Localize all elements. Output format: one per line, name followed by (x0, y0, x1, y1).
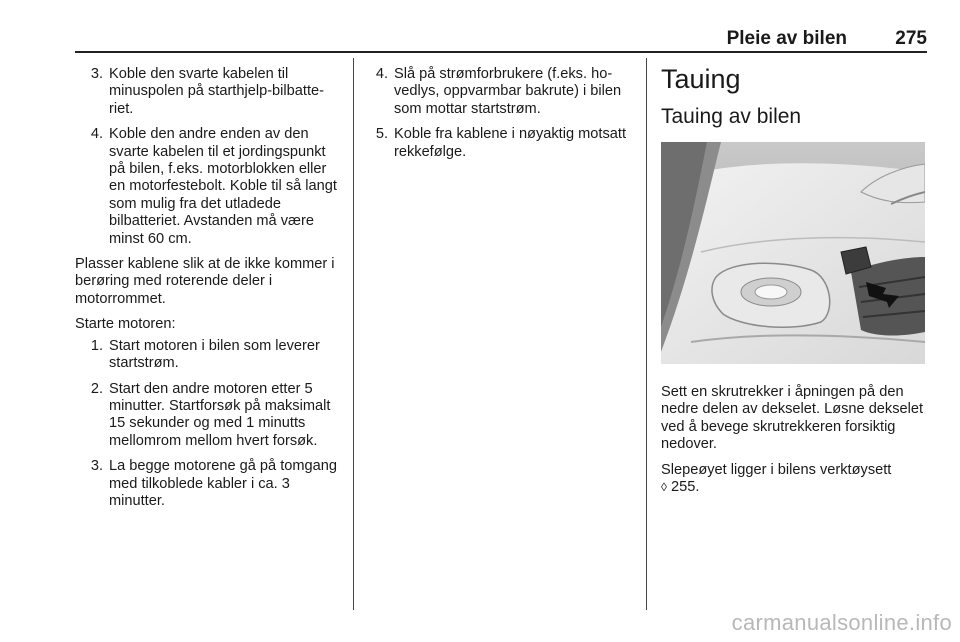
list-item: 5. Koble fra kablene i nøyaktig motsatt rekkefølge. (375, 126, 626, 160)
list-item: 2. Start den andre motoren etter 5 minutter. Startforsøk på maksimalt 15 sekunder og med 1 minutts mellomrom mellom hvert forsøk. (90, 380, 331, 449)
list-item: 3. La begge motorene gå på tomgang med tilkoblede kabler i ca. 3 minutter. (90, 458, 337, 509)
list-item: 3. Koble den svarte kabelen til minuspolen på starthjelp-bilbatteriet. (90, 66, 324, 117)
steps-list-b (75, 338, 341, 511)
header-rule (75, 51, 927, 53)
column-divider-2 (646, 58, 647, 610)
list-item: 4. Koble den andre enden av den svarte kabelen til et jordingspunkt på bilen, f.eks. motorblokken eller en motorfestebolt. Koble til så langt som mulig fra det utladede bilbatteriet. Avstanden må være minst 60 cm. (90, 126, 337, 247)
header-title: Pleie av bilen (726, 28, 847, 49)
steps-list-c (370, 66, 632, 161)
list-item: 1. Start motoren i bilen som leverer startstrøm. (90, 337, 320, 372)
paragraph: Slepeøyet ligger i bilens verktøysett ◊ 255. (661, 461, 892, 496)
paragraph: Plasser kablene slik at de ikke kommer i berøring med roterende deler i motorrommet. (75, 256, 335, 307)
list-item: 4. Slå på strømforbrukere (f.eks. hovedlys, oppvarmbar bakrute) i bilen som mottar startstrøm. (375, 66, 622, 117)
column-1 (75, 66, 341, 518)
page-header (75, 24, 927, 52)
column-3 (661, 64, 927, 504)
subsection-heading: Tauing av bilen (661, 105, 802, 128)
column-divider-1 (353, 58, 354, 610)
page-reference[interactable]: 255. (671, 479, 700, 496)
watermark: carmanualsonline.info (731, 610, 952, 635)
section-heading: Tauing (661, 64, 741, 94)
steps-list-a (75, 66, 341, 248)
paragraph: Sett en skrutrekker i åpningen på den nedre delen av dekselet. Løsne dekselet ved å bevege skrutrekkeren forsiktig nedover. (661, 384, 924, 453)
towing-cover-illustration (661, 142, 925, 364)
page-number: 275 (895, 28, 927, 49)
column-2 (370, 66, 632, 169)
page-reference-icon: ◊ (661, 480, 667, 495)
paragraph: Starte motoren: (75, 316, 176, 333)
